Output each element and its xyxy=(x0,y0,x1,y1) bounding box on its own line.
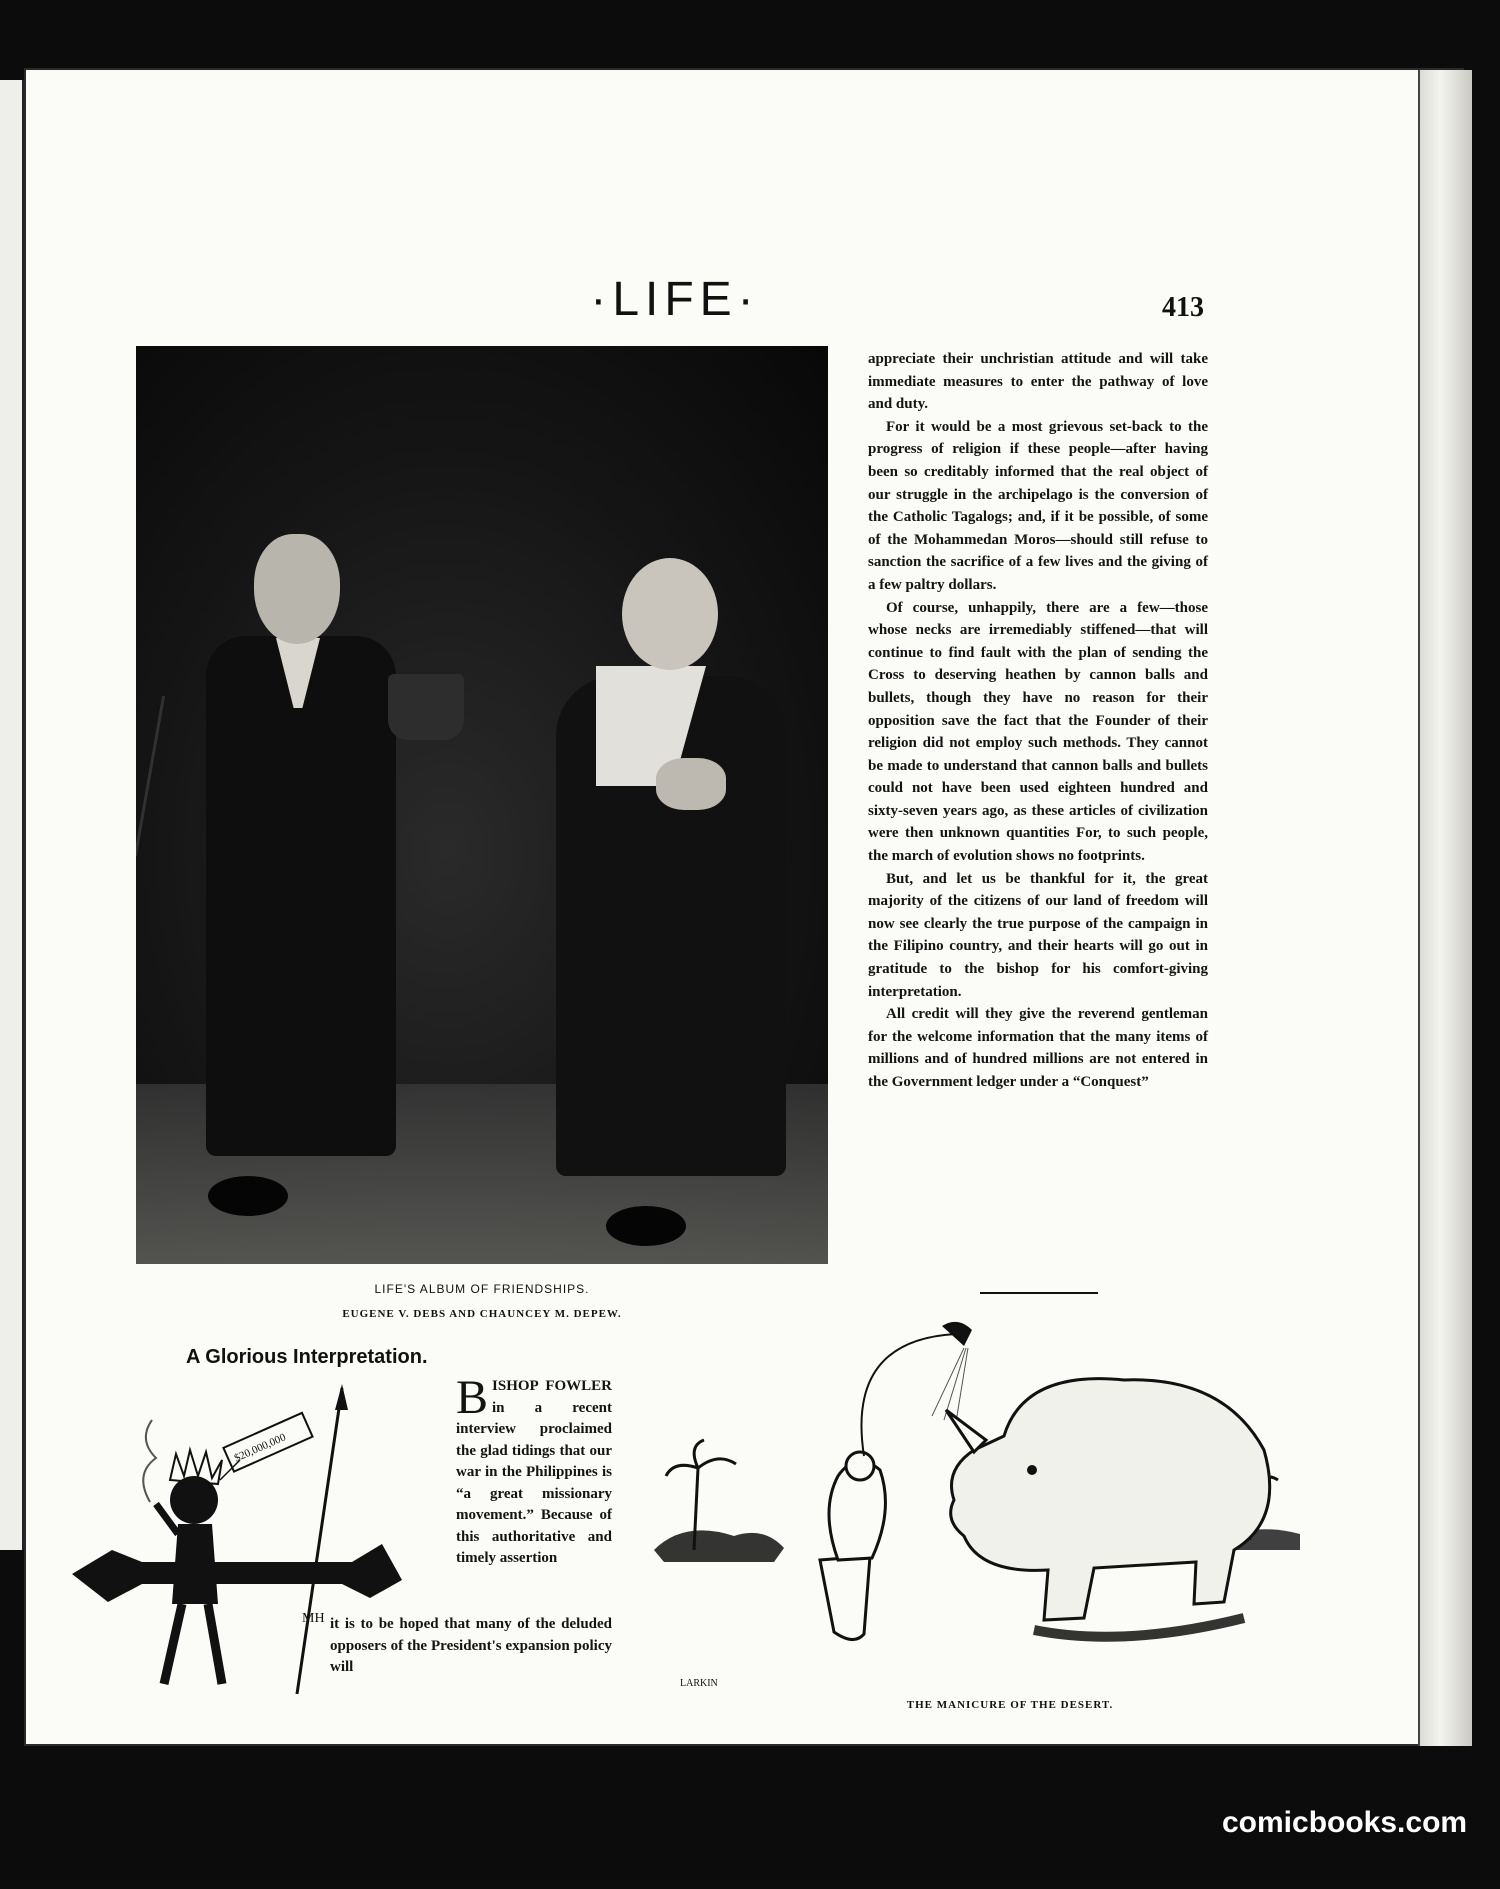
left-shrubbery xyxy=(654,1530,784,1562)
watermark: comicbooks.com xyxy=(1222,1806,1468,1839)
cartoon-figure-with-spear xyxy=(52,1384,472,1694)
figure-leg xyxy=(208,1604,222,1684)
article-text-narrow xyxy=(456,1371,612,1570)
right-figure-hand xyxy=(656,758,726,810)
article-body-narrow: ISHOP FOWLER in a recent interview proclaimed the glad tidings that our war in the Philippines is “a great missionary movement.” Because of this authoritative and timely assertion xyxy=(456,1378,612,1566)
paragraph: All credit will they give the reverend gentleman for the welcome information that the many items of millions and of hundred millions are not entered in the Government ledger under a “Conquest” xyxy=(868,1006,1208,1090)
cigar-smoke xyxy=(143,1420,156,1502)
paragraph: Of course, unhappily, there are a few—those whose necks are irremediably stiffened—that will continue to find fault with the plan of sending the Cross to deserving heathen by cannon balls and bullets, though they have no reason for their opposition save the fact that the Founder of their religion did not employ such methods. They cannot be made to understand that cannon balls and bullets could not have been used eighteen hundred and sixty-seven years ago, as these articles of civilization were then unknown quantities For, to such people, the march of evolution shows no footprints. xyxy=(868,599,1208,865)
page-number: 413 xyxy=(1162,292,1204,323)
artist-signature: MH xyxy=(302,1611,325,1626)
palm-fronds xyxy=(666,1440,736,1476)
photo-caption-title: LIFE'S ALBUM OF FRIENDSHIPS. xyxy=(374,1282,590,1296)
rhinoceros-body xyxy=(951,1379,1270,1620)
banner-shape xyxy=(72,1544,402,1602)
right-column-text xyxy=(868,348,1208,1094)
article-body-wide: it is to be hoped that many of the deluded opposers of the President's expansion policy will xyxy=(330,1616,612,1675)
rhinoceros-cartoon xyxy=(624,1300,1314,1700)
spear-tip xyxy=(335,1384,348,1410)
section-divider xyxy=(980,1292,1098,1294)
spray-mist xyxy=(932,1348,968,1422)
price-tag-text: $20,000,000 xyxy=(232,1431,288,1465)
monkey-head xyxy=(846,1452,874,1480)
left-figure-shoe xyxy=(208,1176,288,1216)
photograph xyxy=(136,346,828,1264)
artist-signature: LARKIN xyxy=(680,1678,718,1689)
page-curl-edge xyxy=(1418,70,1472,1746)
paragraph: For it would be a most grievous set-back to the progress of religion if these people—after having been so creditably informed that the real object of our struggle in the archipelago is the conversion of the Catholic Tagalogs; and, if it be possible, of some of the Mohammedan Moros—should still refuse to sanction the sacrifice of a few lives and the giving of a few paltry dollars. xyxy=(868,418,1208,593)
paragraph: appreciate their unchristian attitude and will take immediate measures to enter the pathway of love and duty. xyxy=(868,351,1208,413)
rhinoceros-eye xyxy=(1027,1465,1037,1475)
cup xyxy=(388,674,464,740)
photo-caption-names: EUGENE V. DEBS AND CHAUNCEY M. DEPEW. xyxy=(342,1308,622,1320)
right-figure-shoe xyxy=(606,1206,686,1246)
paragraph: But, and let us be thankful for it, the great majority of the citizens of our land of freedom will now see clearly the true purpose of the campaign in the Filipino country, and their hearts will go out in gratitude to the bishop for his comfort-giving interpretation. xyxy=(868,870,1208,1000)
left-figure-body xyxy=(206,636,396,1156)
cartoon-caption: THE MANICURE OF THE DESERT. xyxy=(906,1699,1114,1711)
masthead: ·LIFE· xyxy=(590,273,760,326)
figure-body xyxy=(172,1524,218,1604)
drop-cap: B xyxy=(456,1371,489,1424)
facing-page-edge xyxy=(0,80,25,1550)
article-headline: A Glorious Interpretation. xyxy=(186,1346,428,1368)
figure-leg xyxy=(164,1604,182,1684)
left-figure-head xyxy=(254,534,340,644)
ground-shadow xyxy=(1034,1618,1244,1637)
right-figure-head xyxy=(622,558,718,670)
rhinoceros-horn xyxy=(946,1410,986,1452)
tree-stump xyxy=(820,1556,870,1640)
